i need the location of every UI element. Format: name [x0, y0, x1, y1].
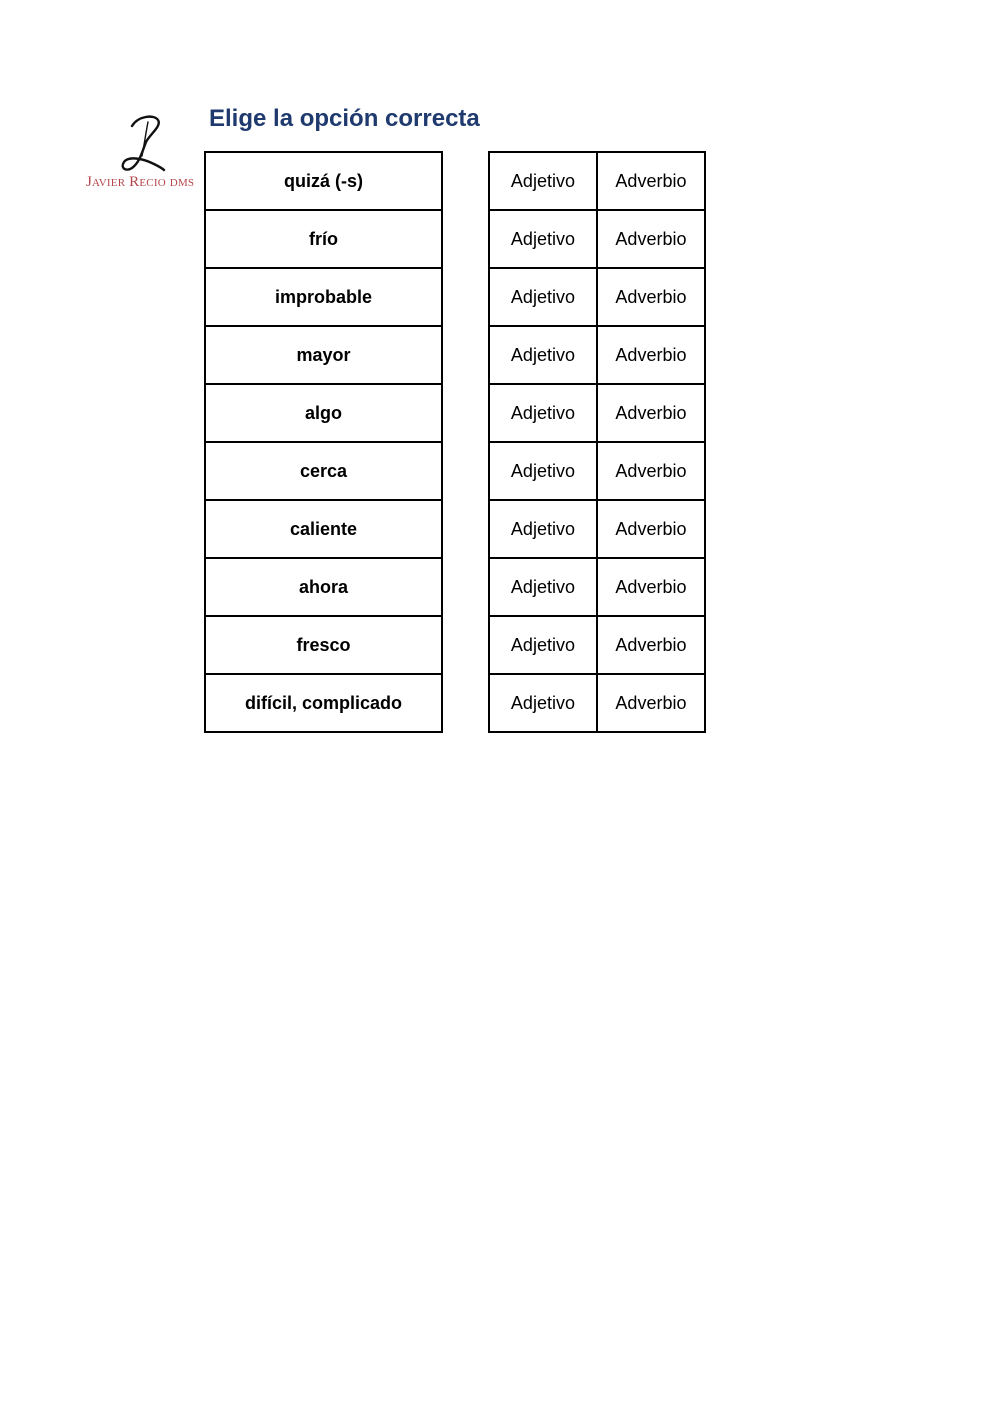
option-adverbio[interactable]: Adverbio: [597, 152, 705, 210]
table-row: [489, 442, 705, 500]
option-adverbio[interactable]: Adverbio: [597, 616, 705, 674]
table-row: [489, 152, 705, 210]
table-row: [205, 558, 442, 616]
word-cell: algo: [205, 384, 442, 442]
word-cell: difícil, complicado: [205, 674, 442, 732]
word-cell: fresco: [205, 616, 442, 674]
word-cell: mayor: [205, 326, 442, 384]
option-adjetivo[interactable]: Adjetivo: [489, 616, 597, 674]
table-row: [489, 384, 705, 442]
table-row: [205, 326, 442, 384]
option-adverbio[interactable]: Adverbio: [597, 674, 705, 732]
option-adjetivo[interactable]: Adjetivo: [489, 210, 597, 268]
table-row: [205, 616, 442, 674]
option-adverbio[interactable]: Adverbio: [597, 500, 705, 558]
table-row: [205, 210, 442, 268]
table-row: [489, 558, 705, 616]
table-row: [489, 326, 705, 384]
options-table: [488, 151, 706, 733]
table-row: [489, 616, 705, 674]
option-adverbio[interactable]: Adverbio: [597, 384, 705, 442]
word-cell: ahora: [205, 558, 442, 616]
option-adverbio[interactable]: Adverbio: [597, 210, 705, 268]
signature-j-icon: [118, 112, 168, 176]
option-adverbio[interactable]: Adverbio: [597, 326, 705, 384]
option-adjetivo[interactable]: Adjetivo: [489, 268, 597, 326]
word-cell: improbable: [205, 268, 442, 326]
option-adverbio[interactable]: Adverbio: [597, 268, 705, 326]
table-row: [205, 268, 442, 326]
page-title: Elige la opción correcta: [209, 105, 480, 132]
option-adverbio[interactable]: Adverbio: [597, 558, 705, 616]
table-row: [205, 442, 442, 500]
logo-text: Javier Recio dms: [86, 174, 195, 190]
option-adjetivo[interactable]: Adjetivo: [489, 384, 597, 442]
table-row: [489, 500, 705, 558]
option-adjetivo[interactable]: Adjetivo: [489, 326, 597, 384]
word-cell: caliente: [205, 500, 442, 558]
word-cell: frío: [205, 210, 442, 268]
option-adjetivo[interactable]: Adjetivo: [489, 500, 597, 558]
option-adjetivo[interactable]: Adjetivo: [489, 442, 597, 500]
option-adjetivo[interactable]: Adjetivo: [489, 674, 597, 732]
logo: [86, 108, 204, 194]
word-cell: cerca: [205, 442, 442, 500]
table-row: [205, 500, 442, 558]
table-row: [205, 384, 442, 442]
table-row: [489, 268, 705, 326]
word-table: [204, 151, 443, 733]
option-adjetivo[interactable]: Adjetivo: [489, 558, 597, 616]
option-adverbio[interactable]: Adverbio: [597, 442, 705, 500]
table-row: [205, 152, 442, 210]
word-cell: quizá (-s): [205, 152, 442, 210]
table-row: [489, 674, 705, 732]
option-adjetivo[interactable]: Adjetivo: [489, 152, 597, 210]
table-row: [489, 210, 705, 268]
table-row: [205, 674, 442, 732]
